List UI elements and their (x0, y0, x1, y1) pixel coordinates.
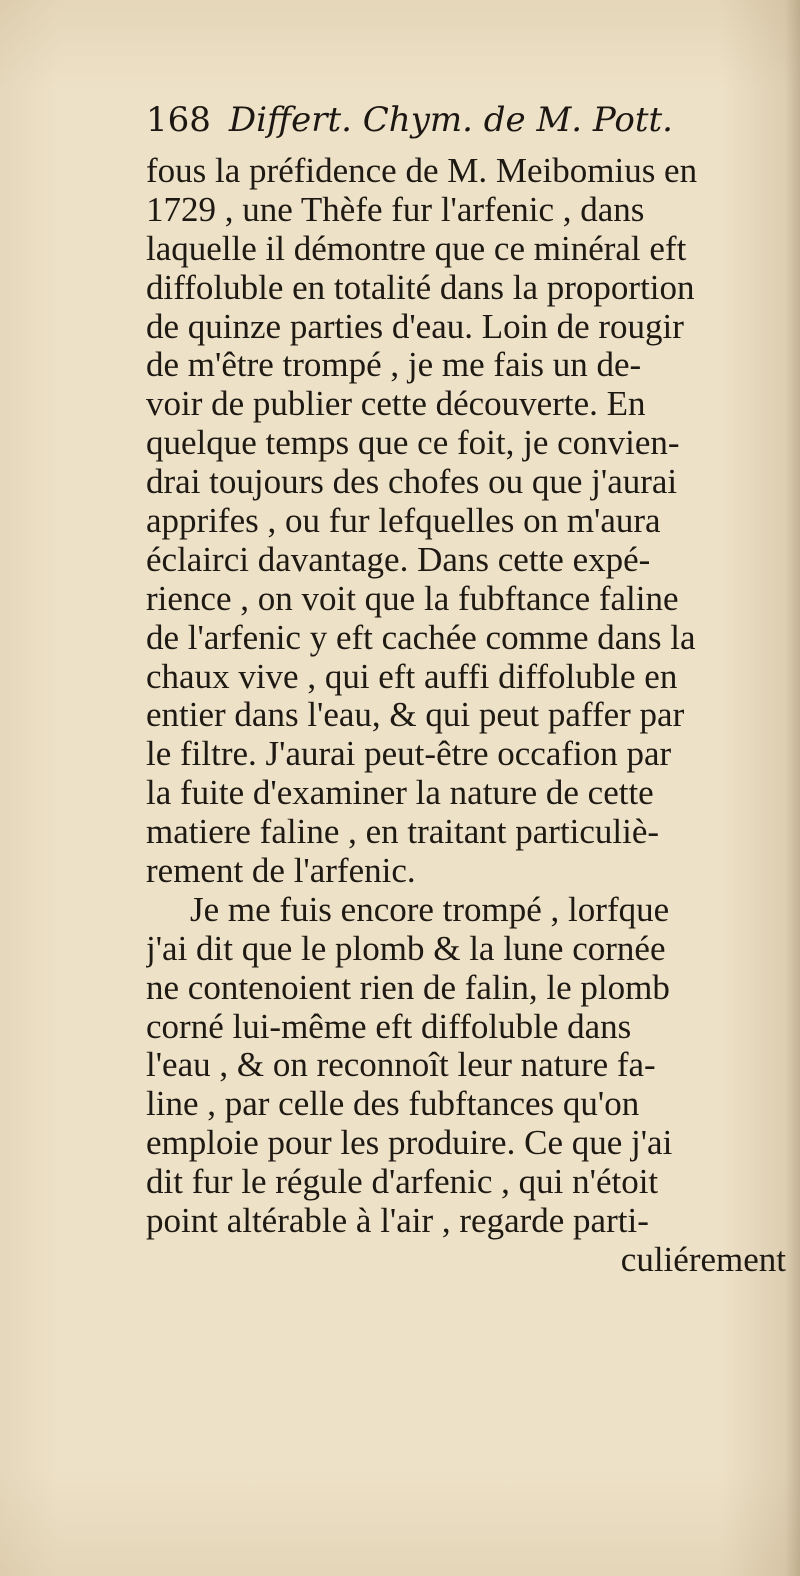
text-line: de m'être trompé , je me fais un de- (146, 346, 642, 385)
text-line: drai toujours des chofes ou que j'aurai (146, 463, 678, 502)
text-line: l'eau , & on reconnoît leur nature fa- (146, 1046, 656, 1085)
running-title: Differt. Chym. de M. Pott. (228, 100, 673, 140)
text-line: Je me fuis encore trompé , lorfque (190, 890, 670, 929)
text-line: ne contenoient rien de falin, le plomb (146, 968, 670, 1007)
text-line: rement de l'arfenic. (146, 852, 416, 891)
text-line: corné lui-même eft diffoluble dans (146, 1007, 632, 1046)
text-line: de quinze parties d'eau. Loin de rougir (146, 307, 684, 346)
text-line: point altérable à l'air , regarde parti- (146, 1202, 649, 1241)
text-line: 1729 , une Thèfe fur l'arfenic , dans (146, 190, 645, 229)
text-line: laquelle il démontre que ce minéral eft (146, 229, 687, 268)
catchword: culiérement (620, 1240, 786, 1279)
text-line: diffoluble en totalité dans la proportion (146, 268, 695, 307)
text-line: voir de publier cette découverte. En (146, 385, 646, 424)
text-line: de l'arfenic y eft cachée comme dans la (146, 618, 696, 657)
text-line: emploie pour les produire. Ce que j'ai (146, 1124, 673, 1163)
text-line: apprifes , ou fur lefquelles on m'aura (146, 502, 661, 541)
text-line: chaux vive , qui eft auffi diffoluble en (146, 657, 678, 696)
text-line: la fuite d'examiner la nature de cette (146, 774, 654, 813)
text-line: le filtre. J'aurai peut-être occafion par (146, 735, 672, 774)
text-line: line , par celle des fubftances qu'on (146, 1085, 640, 1124)
text-line: matiere faline , en traitant particuliè- (146, 813, 660, 852)
page-number: 168 (146, 100, 211, 140)
body-text (146, 152, 786, 1280)
text-line: dit fur le régule d'arfenic , qui n'étoit (146, 1163, 659, 1202)
text-line: rience , on voit que la fubftance faline (146, 579, 679, 618)
text-line: j'ai dit que le plomb & la lune cornée (146, 929, 666, 968)
running-head (146, 100, 746, 150)
text-line: quelque temps que ce foit, je convien- (146, 424, 680, 463)
text-line: fous la préfidence de M. Meibomius en (146, 152, 698, 190)
text-line: entier dans l'eau, & qui peut paffer par (146, 696, 685, 735)
text-line: éclairci davantage. Dans cette expé- (146, 540, 651, 579)
